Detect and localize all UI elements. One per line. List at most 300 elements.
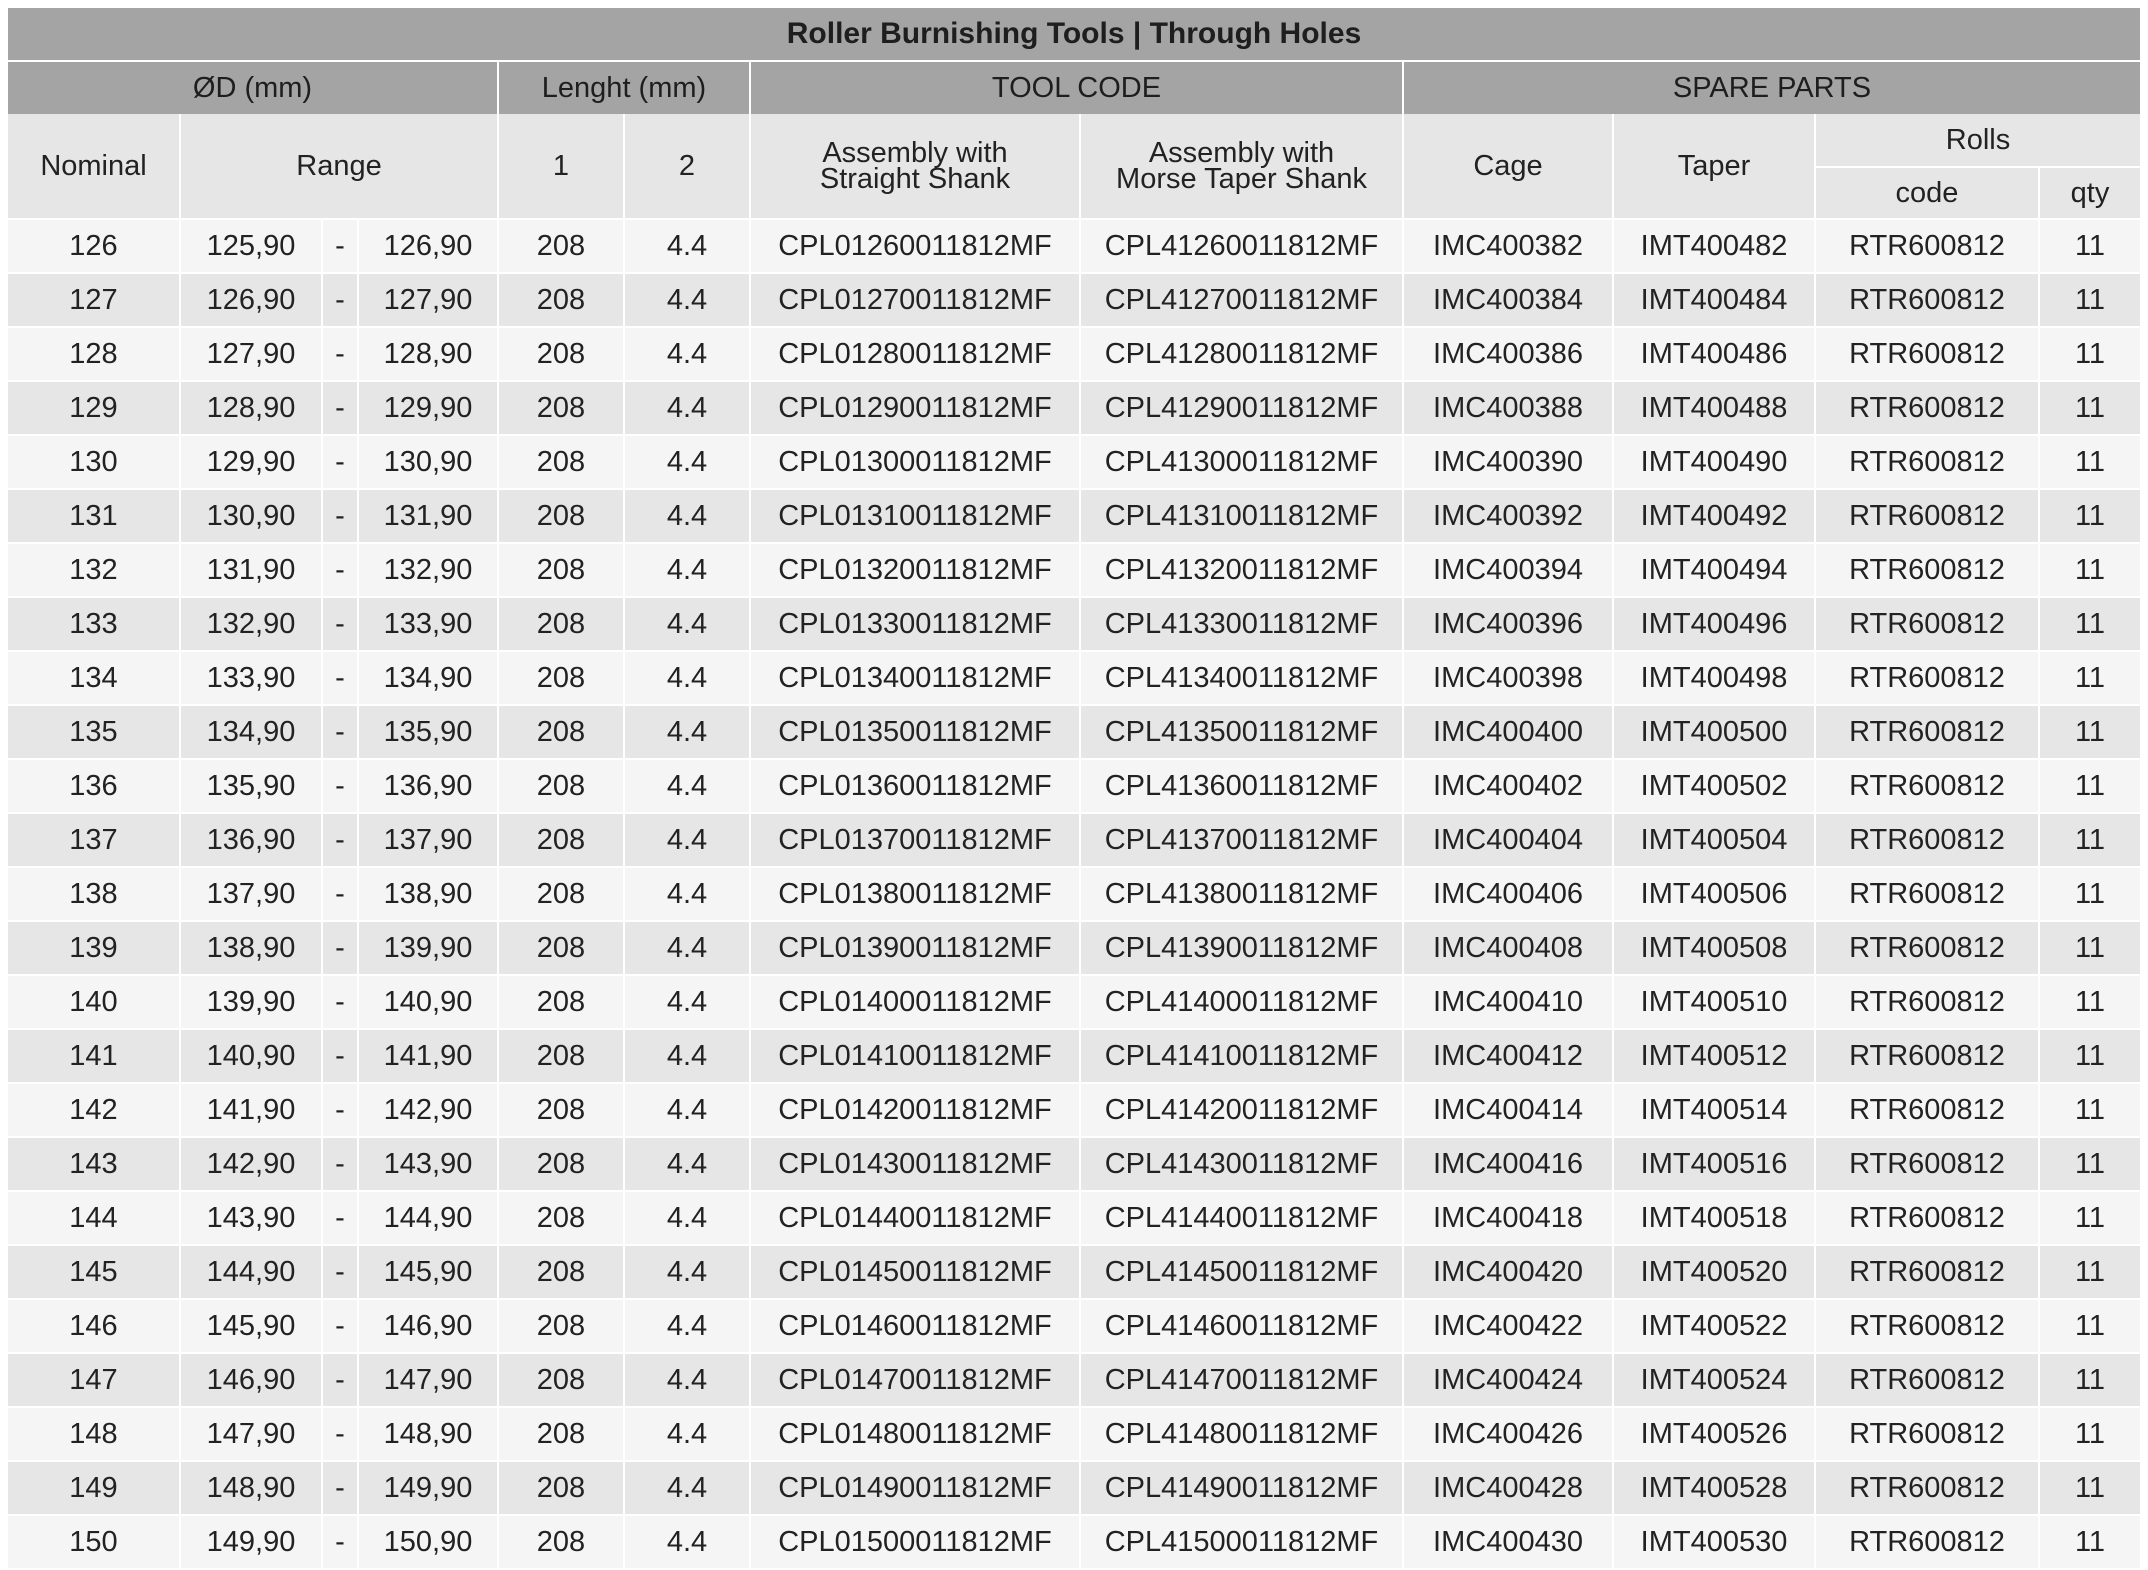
length-2-cell: 4.4	[624, 597, 750, 651]
roll-code-cell: RTR600812	[1815, 651, 2039, 705]
taper-code-cell: IMT400490	[1613, 435, 1815, 489]
morse-taper-code-cell: CPL41280011812MF	[1080, 327, 1403, 381]
range-min-cell: 142,90	[180, 1137, 322, 1191]
length-1-cell: 208	[498, 597, 624, 651]
range-header: Range	[180, 114, 498, 219]
range-separator: -	[322, 273, 358, 327]
nominal-cell: 148	[8, 1407, 180, 1461]
table-row	[8, 219, 2140, 273]
table-title: Roller Burnishing Tools | Through Holes	[8, 8, 2140, 61]
length-2-cell: 4.4	[624, 1083, 750, 1137]
nominal-cell: 134	[8, 651, 180, 705]
length-2-cell: 4.4	[624, 921, 750, 975]
table-row	[8, 1245, 2140, 1299]
table-row	[8, 435, 2140, 489]
morse-taper-code-cell: CPL41410011812MF	[1080, 1029, 1403, 1083]
morse-taper-code-cell: CPL41360011812MF	[1080, 759, 1403, 813]
cage-code-cell: IMC400428	[1403, 1461, 1613, 1515]
diameter-group-header: ØD (mm)	[8, 61, 498, 114]
range-separator: -	[322, 705, 358, 759]
range-separator: -	[322, 1299, 358, 1353]
roll-code-cell: RTR600812	[1815, 1299, 2039, 1353]
roll-qty-cell: 11	[2039, 867, 2140, 921]
length-1-cell: 208	[498, 1029, 624, 1083]
range-min-cell: 127,90	[180, 327, 322, 381]
morse-taper-code-cell: CPL41300011812MF	[1080, 435, 1403, 489]
range-max-cell: 147,90	[358, 1353, 498, 1407]
roll-qty-cell: 11	[2039, 1461, 2140, 1515]
morse-taper-code-cell: CPL41340011812MF	[1080, 651, 1403, 705]
roll-qty-cell: 11	[2039, 219, 2140, 273]
morse-taper-code-cell: CPL41440011812MF	[1080, 1191, 1403, 1245]
table-row	[8, 1461, 2140, 1515]
cage-code-cell: IMC400392	[1403, 489, 1613, 543]
roll-qty-cell: 11	[2039, 759, 2140, 813]
range-max-cell: 139,90	[358, 921, 498, 975]
morse-taper-code-cell: CPL41450011812MF	[1080, 1245, 1403, 1299]
length-1-cell: 208	[498, 489, 624, 543]
length-2-cell: 4.4	[624, 1299, 750, 1353]
length-2-cell: 4.4	[624, 1515, 750, 1569]
roll-code-cell: RTR600812	[1815, 1407, 2039, 1461]
roll-code-cell: RTR600812	[1815, 219, 2039, 273]
straight-shank-code-cell: CPL01410011812MF	[750, 1029, 1080, 1083]
roll-qty-cell: 11	[2039, 1245, 2140, 1299]
roll-qty-cell: 11	[2039, 489, 2140, 543]
length-group-header: Lenght (mm)	[498, 61, 750, 114]
morse-taper-code-cell: CPL41370011812MF	[1080, 813, 1403, 867]
roll-code-cell: RTR600812	[1815, 813, 2039, 867]
range-min-cell: 145,90	[180, 1299, 322, 1353]
length-1-header: 1	[498, 114, 624, 219]
range-max-cell: 127,90	[358, 273, 498, 327]
taper-code-cell: IMT400498	[1613, 651, 1815, 705]
rolls-code-header: code	[1815, 167, 2039, 219]
range-separator: -	[322, 1407, 358, 1461]
range-separator: -	[322, 1245, 358, 1299]
length-1-cell: 208	[498, 1191, 624, 1245]
nominal-cell: 128	[8, 327, 180, 381]
length-2-cell: 4.4	[624, 1461, 750, 1515]
straight-shank-code-cell: CPL01340011812MF	[750, 651, 1080, 705]
range-separator: -	[322, 813, 358, 867]
length-1-cell: 208	[498, 543, 624, 597]
roll-code-cell: RTR600812	[1815, 597, 2039, 651]
length-2-cell: 4.4	[624, 1191, 750, 1245]
morse-taper-header-line1: Assembly with	[1148, 137, 1335, 169]
length-2-cell: 4.4	[624, 1137, 750, 1191]
length-1-cell: 208	[498, 381, 624, 435]
range-min-cell: 147,90	[180, 1407, 322, 1461]
morse-taper-code-cell: CPL41310011812MF	[1080, 489, 1403, 543]
taper-code-cell: IMT400482	[1613, 219, 1815, 273]
roll-code-cell: RTR600812	[1815, 381, 2039, 435]
range-separator: -	[322, 651, 358, 705]
length-2-cell: 4.4	[624, 867, 750, 921]
taper-code-cell: IMT400506	[1613, 867, 1815, 921]
taper-code-cell: IMT400496	[1613, 597, 1815, 651]
cage-code-cell: IMC400386	[1403, 327, 1613, 381]
range-max-cell: 149,90	[358, 1461, 498, 1515]
range-separator: -	[322, 759, 358, 813]
morse-taper-code-cell: CPL41350011812MF	[1080, 705, 1403, 759]
range-max-cell: 141,90	[358, 1029, 498, 1083]
range-separator: -	[322, 1029, 358, 1083]
table-row	[8, 1299, 2140, 1353]
roll-code-cell: RTR600812	[1815, 1353, 2039, 1407]
rolls-header: Rolls	[1815, 114, 2140, 167]
length-1-cell: 208	[498, 219, 624, 273]
range-separator: -	[322, 1083, 358, 1137]
straight-shank-code-cell: CPL01280011812MF	[750, 327, 1080, 381]
straight-shank-code-cell: CPL01450011812MF	[750, 1245, 1080, 1299]
roll-qty-cell: 11	[2039, 1137, 2140, 1191]
roll-qty-cell: 11	[2039, 1029, 2140, 1083]
roll-code-cell: RTR600812	[1815, 1245, 2039, 1299]
straight-shank-code-cell: CPL01480011812MF	[750, 1407, 1080, 1461]
taper-header: Taper	[1613, 114, 1815, 219]
nominal-cell: 140	[8, 975, 180, 1029]
nominal-cell: 126	[8, 219, 180, 273]
range-separator: -	[322, 381, 358, 435]
roll-qty-cell: 11	[2039, 921, 2140, 975]
range-max-cell: 146,90	[358, 1299, 498, 1353]
range-min-cell: 137,90	[180, 867, 322, 921]
range-min-cell: 136,90	[180, 813, 322, 867]
cage-code-cell: IMC400390	[1403, 435, 1613, 489]
range-min-cell: 130,90	[180, 489, 322, 543]
range-max-cell: 133,90	[358, 597, 498, 651]
table-row	[8, 813, 2140, 867]
straight-shank-header	[750, 114, 1080, 219]
nominal-cell: 150	[8, 1515, 180, 1569]
table-row	[8, 705, 2140, 759]
range-separator: -	[322, 435, 358, 489]
cage-header: Cage	[1403, 114, 1613, 219]
roll-code-cell: RTR600812	[1815, 705, 2039, 759]
cage-code-cell: IMC400422	[1403, 1299, 1613, 1353]
cage-code-cell: IMC400394	[1403, 543, 1613, 597]
range-min-cell: 128,90	[180, 381, 322, 435]
straight-shank-code-cell: CPL01420011812MF	[750, 1083, 1080, 1137]
length-1-cell: 208	[498, 705, 624, 759]
straight-shank-code-cell: CPL01460011812MF	[750, 1299, 1080, 1353]
length-2-cell: 4.4	[624, 543, 750, 597]
cage-code-cell: IMC400400	[1403, 705, 1613, 759]
table-row	[8, 1407, 2140, 1461]
cage-code-cell: IMC400430	[1403, 1515, 1613, 1569]
cage-code-cell: IMC400418	[1403, 1191, 1613, 1245]
roll-code-cell: RTR600812	[1815, 867, 2039, 921]
straight-shank-header-line2: Straight Shank	[819, 163, 1011, 195]
taper-code-cell: IMT400526	[1613, 1407, 1815, 1461]
range-max-cell: 145,90	[358, 1245, 498, 1299]
table-row	[8, 759, 2140, 813]
roll-code-cell: RTR600812	[1815, 975, 2039, 1029]
burnishing-tools-table	[8, 8, 2140, 1570]
table-row	[8, 1191, 2140, 1245]
range-min-cell: 135,90	[180, 759, 322, 813]
length-1-cell: 208	[498, 975, 624, 1029]
morse-taper-code-cell: CPL41470011812MF	[1080, 1353, 1403, 1407]
straight-shank-code-cell: CPL01270011812MF	[750, 273, 1080, 327]
range-separator: -	[322, 1515, 358, 1569]
roll-code-cell: RTR600812	[1815, 1029, 2039, 1083]
range-min-cell: 129,90	[180, 435, 322, 489]
nominal-cell: 136	[8, 759, 180, 813]
taper-code-cell: IMT400510	[1613, 975, 1815, 1029]
table-row	[8, 1353, 2140, 1407]
straight-shank-code-cell: CPL01350011812MF	[750, 705, 1080, 759]
nominal-cell: 145	[8, 1245, 180, 1299]
range-max-cell: 136,90	[358, 759, 498, 813]
range-separator: -	[322, 975, 358, 1029]
range-max-cell: 131,90	[358, 489, 498, 543]
taper-code-cell: IMT400500	[1613, 705, 1815, 759]
taper-code-cell: IMT400512	[1613, 1029, 1815, 1083]
cage-code-cell: IMC400426	[1403, 1407, 1613, 1461]
morse-taper-code-cell: CPL41270011812MF	[1080, 273, 1403, 327]
rolls-qty-header: qty	[2039, 167, 2140, 219]
cage-code-cell: IMC400406	[1403, 867, 1613, 921]
range-max-cell: 138,90	[358, 867, 498, 921]
range-separator: -	[322, 1137, 358, 1191]
range-max-cell: 148,90	[358, 1407, 498, 1461]
roll-qty-cell: 11	[2039, 1353, 2140, 1407]
taper-code-cell: IMT400520	[1613, 1245, 1815, 1299]
roll-qty-cell: 11	[2039, 1515, 2140, 1569]
length-1-cell: 208	[498, 273, 624, 327]
range-max-cell: 150,90	[358, 1515, 498, 1569]
nominal-cell: 130	[8, 435, 180, 489]
straight-shank-code-cell: CPL01370011812MF	[750, 813, 1080, 867]
length-1-cell: 208	[498, 651, 624, 705]
morse-taper-code-cell: CPL41430011812MF	[1080, 1137, 1403, 1191]
nominal-cell: 129	[8, 381, 180, 435]
roll-qty-cell: 11	[2039, 1083, 2140, 1137]
table-row	[8, 1515, 2140, 1569]
nominal-cell: 133	[8, 597, 180, 651]
nominal-cell: 138	[8, 867, 180, 921]
straight-shank-code-cell: CPL01310011812MF	[750, 489, 1080, 543]
length-1-cell: 208	[498, 327, 624, 381]
nominal-cell: 141	[8, 1029, 180, 1083]
cage-code-cell: IMC400398	[1403, 651, 1613, 705]
range-min-cell: 125,90	[180, 219, 322, 273]
nominal-cell: 127	[8, 273, 180, 327]
range-max-cell: 137,90	[358, 813, 498, 867]
roll-qty-cell: 11	[2039, 651, 2140, 705]
straight-shank-code-cell: CPL01260011812MF	[750, 219, 1080, 273]
table-row	[8, 1137, 2140, 1191]
length-1-cell: 208	[498, 1515, 624, 1569]
length-2-header: 2	[624, 114, 750, 219]
morse-taper-header-line2: Morse Taper Shank	[1116, 163, 1367, 195]
straight-shank-code-cell: CPL01380011812MF	[750, 867, 1080, 921]
length-1-cell: 208	[498, 1083, 624, 1137]
range-min-cell: 131,90	[180, 543, 322, 597]
taper-code-cell: IMT400522	[1613, 1299, 1815, 1353]
morse-taper-code-cell: CPL41400011812MF	[1080, 975, 1403, 1029]
morse-taper-code-cell: CPL41500011812MF	[1080, 1515, 1403, 1569]
straight-shank-code-cell: CPL01390011812MF	[750, 921, 1080, 975]
roll-code-cell: RTR600812	[1815, 273, 2039, 327]
taper-code-cell: IMT400530	[1613, 1515, 1815, 1569]
morse-taper-code-cell: CPL41320011812MF	[1080, 543, 1403, 597]
nominal-cell: 149	[8, 1461, 180, 1515]
nominal-cell: 137	[8, 813, 180, 867]
cage-code-cell: IMC400396	[1403, 597, 1613, 651]
straight-shank-code-cell: CPL01490011812MF	[750, 1461, 1080, 1515]
length-2-cell: 4.4	[624, 1029, 750, 1083]
group-header-row	[8, 61, 2140, 114]
table-row	[8, 273, 2140, 327]
taper-code-cell: IMT400514	[1613, 1083, 1815, 1137]
taper-code-cell: IMT400508	[1613, 921, 1815, 975]
cage-code-cell: IMC400402	[1403, 759, 1613, 813]
length-1-cell: 208	[498, 1407, 624, 1461]
morse-taper-code-cell: CPL41390011812MF	[1080, 921, 1403, 975]
length-1-cell: 208	[498, 1461, 624, 1515]
nominal-cell: 143	[8, 1137, 180, 1191]
length-2-cell: 4.4	[624, 1245, 750, 1299]
roll-code-cell: RTR600812	[1815, 921, 2039, 975]
roll-code-cell: RTR600812	[1815, 489, 2039, 543]
table-row	[8, 327, 2140, 381]
roll-code-cell: RTR600812	[1815, 759, 2039, 813]
straight-shank-code-cell: CPL01300011812MF	[750, 435, 1080, 489]
cage-code-cell: IMC400404	[1403, 813, 1613, 867]
roll-qty-cell: 11	[2039, 381, 2140, 435]
column-header-row	[8, 114, 2140, 167]
nominal-cell: 139	[8, 921, 180, 975]
straight-shank-header-line1: Assembly with	[822, 137, 1008, 169]
taper-code-cell: IMT400486	[1613, 327, 1815, 381]
straight-shank-code-cell: CPL01290011812MF	[750, 381, 1080, 435]
taper-code-cell: IMT400488	[1613, 381, 1815, 435]
table-row	[8, 867, 2140, 921]
range-min-cell: 149,90	[180, 1515, 322, 1569]
roll-qty-cell: 11	[2039, 327, 2140, 381]
roll-qty-cell: 11	[2039, 435, 2140, 489]
roll-qty-cell: 11	[2039, 705, 2140, 759]
roll-code-cell: RTR600812	[1815, 543, 2039, 597]
length-2-cell: 4.4	[624, 435, 750, 489]
cage-code-cell: IMC400414	[1403, 1083, 1613, 1137]
range-min-cell: 140,90	[180, 1029, 322, 1083]
roll-qty-cell: 11	[2039, 1299, 2140, 1353]
morse-taper-shank-header	[1080, 114, 1403, 219]
cage-code-cell: IMC400388	[1403, 381, 1613, 435]
length-1-cell: 208	[498, 867, 624, 921]
tool-code-group-header: TOOL CODE	[750, 61, 1403, 114]
roll-qty-cell: 11	[2039, 273, 2140, 327]
range-min-cell: 134,90	[180, 705, 322, 759]
range-separator: -	[322, 867, 358, 921]
range-separator: -	[322, 219, 358, 273]
length-2-cell: 4.4	[624, 489, 750, 543]
table-row	[8, 543, 2140, 597]
length-1-cell: 208	[498, 921, 624, 975]
straight-shank-code-cell: CPL01400011812MF	[750, 975, 1080, 1029]
length-2-cell: 4.4	[624, 219, 750, 273]
table-body	[8, 219, 2140, 1569]
table-row	[8, 1029, 2140, 1083]
cage-code-cell: IMC400416	[1403, 1137, 1613, 1191]
range-max-cell: 142,90	[358, 1083, 498, 1137]
length-1-cell: 208	[498, 813, 624, 867]
range-max-cell: 144,90	[358, 1191, 498, 1245]
roll-code-cell: RTR600812	[1815, 1083, 2039, 1137]
range-min-cell: 138,90	[180, 921, 322, 975]
straight-shank-code-cell: CPL01330011812MF	[750, 597, 1080, 651]
roll-qty-cell: 11	[2039, 813, 2140, 867]
straight-shank-code-cell: CPL01500011812MF	[750, 1515, 1080, 1569]
taper-code-cell: IMT400504	[1613, 813, 1815, 867]
range-separator: -	[322, 327, 358, 381]
morse-taper-code-cell: CPL41490011812MF	[1080, 1461, 1403, 1515]
range-max-cell: 134,90	[358, 651, 498, 705]
range-separator: -	[322, 543, 358, 597]
range-max-cell: 128,90	[358, 327, 498, 381]
roll-code-cell: RTR600812	[1815, 1515, 2039, 1569]
range-max-cell: 143,90	[358, 1137, 498, 1191]
cage-code-cell: IMC400420	[1403, 1245, 1613, 1299]
cage-code-cell: IMC400424	[1403, 1353, 1613, 1407]
cage-code-cell: IMC400410	[1403, 975, 1613, 1029]
morse-taper-code-cell: CPL41290011812MF	[1080, 381, 1403, 435]
roll-qty-cell: 11	[2039, 975, 2140, 1029]
range-separator: -	[322, 1191, 358, 1245]
cage-code-cell: IMC400382	[1403, 219, 1613, 273]
range-max-cell: 130,90	[358, 435, 498, 489]
roll-qty-cell: 11	[2039, 597, 2140, 651]
morse-taper-code-cell: CPL41460011812MF	[1080, 1299, 1403, 1353]
range-min-cell: 132,90	[180, 597, 322, 651]
nominal-cell: 147	[8, 1353, 180, 1407]
taper-code-cell: IMT400524	[1613, 1353, 1815, 1407]
length-2-cell: 4.4	[624, 705, 750, 759]
range-min-cell: 126,90	[180, 273, 322, 327]
range-min-cell: 146,90	[180, 1353, 322, 1407]
spare-parts-group-header: SPARE PARTS	[1403, 61, 2140, 114]
length-2-cell: 4.4	[624, 273, 750, 327]
length-1-cell: 208	[498, 1353, 624, 1407]
roll-qty-cell: 11	[2039, 1191, 2140, 1245]
length-2-cell: 4.4	[624, 1407, 750, 1461]
table-row	[8, 381, 2140, 435]
taper-code-cell: IMT400492	[1613, 489, 1815, 543]
range-separator: -	[322, 921, 358, 975]
taper-code-cell: IMT400484	[1613, 273, 1815, 327]
length-1-cell: 208	[498, 1137, 624, 1191]
nominal-cell: 144	[8, 1191, 180, 1245]
roll-code-cell: RTR600812	[1815, 1461, 2039, 1515]
length-1-cell: 208	[498, 1245, 624, 1299]
range-max-cell: 140,90	[358, 975, 498, 1029]
table-row	[8, 651, 2140, 705]
length-1-cell: 208	[498, 759, 624, 813]
length-1-cell: 208	[498, 1299, 624, 1353]
range-min-cell: 133,90	[180, 651, 322, 705]
roll-qty-cell: 11	[2039, 1407, 2140, 1461]
length-2-cell: 4.4	[624, 1353, 750, 1407]
range-max-cell: 126,90	[358, 219, 498, 273]
range-min-cell: 144,90	[180, 1245, 322, 1299]
nominal-cell: 131	[8, 489, 180, 543]
nominal-cell: 132	[8, 543, 180, 597]
cage-code-cell: IMC400384	[1403, 273, 1613, 327]
